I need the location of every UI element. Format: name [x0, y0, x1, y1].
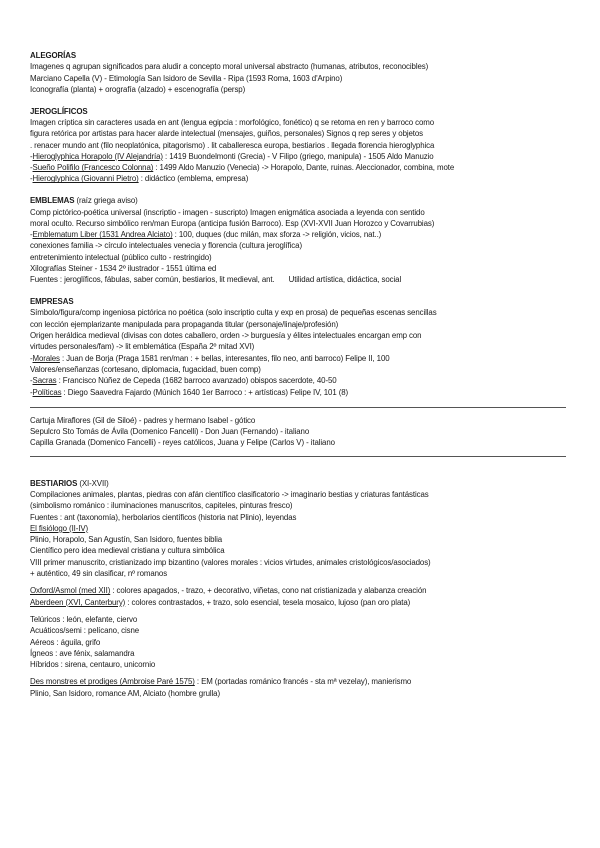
utility-text: Utilidad artística, didáctica, social [288, 275, 402, 285]
text-line: Fuentes : ant (taxonomía), herbolarios científicos (historia nat Plinio), leyendas [30, 512, 297, 522]
work-title: Hieroglyphica Horapolo (IV Alejandría) [32, 151, 163, 161]
section-subtitle: (raíz griega aviso) [74, 196, 138, 206]
divider [30, 456, 566, 457]
section-jeroglificos [30, 106, 575, 185]
work-detail: : 1419 Buondelmonti (Grecia) - V Filipo (griego, manipula) - 1505 Aldo Manuzio [162, 151, 434, 161]
sources-text: Fuentes : jeroglíficos, fábulas, saber común, bestiarios, lit medieval, ant. [30, 275, 275, 285]
text-line: con lección ejemplarizante manipulada para propaganda titular (personaje/linaje/profesión) [30, 319, 339, 329]
text-line [30, 585, 575, 596]
section-cartujas [30, 415, 575, 449]
text-line [30, 162, 575, 173]
section-title-emblemas: EMBLEMAS [30, 196, 75, 206]
work-title: Sueño Polifilo (Francesco Colonna) [32, 163, 154, 173]
text-line: Valores/enseñanzas (cortesano, diplomacia, fugacidad, buen comp) [30, 364, 261, 374]
text-line: virtudes personales/fam) -> lit emblemática (España 2º mitad XVI) [30, 342, 255, 352]
text-line: + auténtico, 49 sin clasificar, nº romanos [30, 569, 168, 579]
work-detail: : Francisco Núñez de Cepeda (1682 barroco avanzado) obispos sacerdote, 40-50 [56, 376, 337, 386]
text-line: Telúricos : león, elefante, ciervo [30, 614, 138, 624]
text-line: Imagen críptica sin caracteres usada en ant (lengua egipcia : morfológico, fonético) q se retoma en ren y barroco como [30, 117, 434, 127]
dash: - [30, 151, 33, 161]
dash: - [30, 376, 33, 386]
text-line: . renacer mundo ant (filo neoplatónica, pitagorismo) . lit caballeresca europa, bestiarios . llegada florencia hieroglyphica [30, 140, 435, 150]
text-line: Origen heráldica medieval (divisas con dotes caballero, orden -> burguesía y élites intelectuales encargan emp con [30, 331, 422, 341]
text-line: (simbolismo románico : iluminaciones manuscritos, capiteles, pinturas fresco) [30, 501, 293, 511]
dash: - [30, 353, 33, 363]
text-line: Comp pictórico-poética universal (inscriptio - imagen - suscripto) Imagen enigmática asociada a leyenda con sentido [30, 207, 425, 217]
text-line [30, 274, 575, 285]
work-detail: : EM (portadas románico francés - sta mª vezelay), manierismo [194, 677, 412, 687]
text-line: Compilaciones animales, plantas, piedras con afán científico clasificatorio -> imaginario bestias y criaturas fantásticas [30, 490, 429, 499]
section-empresas [30, 296, 575, 398]
section-emblemas [30, 195, 575, 285]
dash: - [30, 387, 33, 397]
text-line: Plinio, San Isidoro, romance AM, Alciato (hombre grulla) [30, 688, 221, 698]
work-detail: : Juan de Borja (Praga 1581 ren/man : + bellas, interesantes, filo neo, anti barroco) Felipe II, 100 [59, 353, 390, 363]
section-heading-bestiarios [30, 478, 575, 489]
text-line: moral oculto. Recurso simbólico ren/man Europa (anticipa fusión Barroco). Esp (XVI-XVII Juan Horozco y Covarrubias) [30, 218, 435, 228]
section-title-empresas: EMPRESAS [30, 297, 74, 307]
text-line [30, 375, 575, 386]
work-detail: : 1499 Aldo Manuzio (Venecia) -> Horapolo, Dante, ruinas. Aleccionador, combina, mote [153, 163, 455, 173]
work-title: Políticas [32, 387, 62, 397]
section-heading-emblemas [30, 195, 575, 206]
text-line: entretenimiento intelectual (público culto - restringido) [30, 252, 212, 262]
text-line: figura retórica por artistas para hacer alarde intelectual (mensajes, guiños, personales) Signos q rep seres y objetos [30, 129, 424, 139]
dash: - [30, 230, 33, 240]
section-title-alegorias: ALEGORÍAS [30, 51, 77, 60]
text-line [30, 676, 575, 687]
work-detail: : colores contrastados, + trazo, solo esencial, tesela mosaico, lujoso (pan oro plata) [125, 597, 411, 607]
work-detail: : colores apagados, - trazo, + decorativo, viñetas, cono nat cristianizada y alabanza creación [110, 586, 427, 596]
dash: - [30, 174, 33, 184]
divider [30, 407, 566, 408]
section-subtitle: (XI-XVII) [77, 478, 109, 488]
text-line: Aéreos : águila, grifo [30, 637, 101, 647]
document-page [30, 50, 575, 699]
work-title: El fisiólogo (II-IV) [30, 523, 89, 533]
text-line [30, 173, 575, 184]
text-line: Sepulcro Sto Tomás de Ávila (Domenico Fancelli) - Don Juan (Fernando) - italiano [30, 427, 310, 437]
text-line [30, 151, 575, 162]
dash: - [30, 163, 33, 173]
work-title: Morales [32, 353, 60, 363]
text-line: Cartuja Miraflores (Gil de Siloé) - padres y hermano Isabel - gótico [30, 415, 256, 425]
work-detail: : 100, duques (duc milán, max sforza -> religión, vicios, nat..) [172, 230, 382, 240]
work-title: Sacras [32, 376, 57, 386]
work-detail: : Diego Saavedra Fajardo (Múnich 1640 1er Barroco : + artísticas) Felipe IV, 101 (8) [61, 387, 349, 397]
text-line: Ígneos : ave fénix, salamandra [30, 648, 135, 658]
text-line: VIII primer manuscrito, cristianizado imp bizantino (valores morales : vicios virtudes, animales cristológicos/asociados) [30, 557, 431, 567]
work-detail: : didáctico (emblema, empresa) [138, 174, 249, 184]
text-line [30, 597, 575, 608]
text-line: Xilografías Steiner - 1534 2º ilustrador - 1551 última ed [30, 264, 217, 274]
text-line: Marciano Capella (V) - Etimología San Isidoro de Sevilla - Ripa (1593 Roma, 1603 d'Arpino) [30, 73, 343, 83]
text-line: Acuáticos/semi : pelícano, cisne [30, 626, 140, 636]
text-line: Plinio, Horapolo, San Agustín, San Isidoro, fuentes biblia [30, 535, 223, 545]
section-alegorias [30, 50, 575, 95]
section-bestiarios [30, 478, 575, 699]
spacer [30, 464, 575, 478]
text-line: Capilla Granada (Domenico Fancelli) - reyes católicos, Juana y Felipe (Carlos V) - italiano [30, 438, 335, 448]
work-title: Emblematum Liber (1531 Andrea Alciato) [32, 230, 173, 240]
text-line: Científico pero idea medieval cristiana y cultura simbólica [30, 546, 225, 556]
text-line [30, 353, 575, 364]
section-title-jeroglificos: JEROGLÍFICOS [30, 106, 88, 116]
text-line: Iconografía (planta) + orografía (alzado) + escenografía (persp) [30, 84, 246, 94]
work-title: Hieroglyphica (Giovanni Pietro) [32, 174, 139, 184]
section-title-bestiarios: BESTIARIOS [30, 478, 78, 488]
work-title: Des monstres et prodiges (Ambroise Paré 1575) [30, 677, 195, 687]
text-line: Híbridos : sirena, centauro, unicornio [30, 660, 156, 670]
text-line: conexiones familia -> círculo intelectuales venecia y florencia (cultura jeroglífica) [30, 241, 302, 251]
text-line: Imagenes q agrupan significados para aludir a concepto moral universal abstracto (humanas, atributos, reconocibles) [30, 62, 429, 72]
text-line [30, 387, 575, 398]
text-line [30, 229, 575, 240]
work-title: Aberdeen (XVI, Canterbury) [30, 597, 126, 607]
work-title: Oxford/Asmol (med XII) [30, 586, 111, 596]
text-line: Símbolo/figura/comp ingeniosa pictórica no poética (solo inscriptio culta y exp en prosa) de pequeñas escenas sencillas [30, 308, 437, 318]
